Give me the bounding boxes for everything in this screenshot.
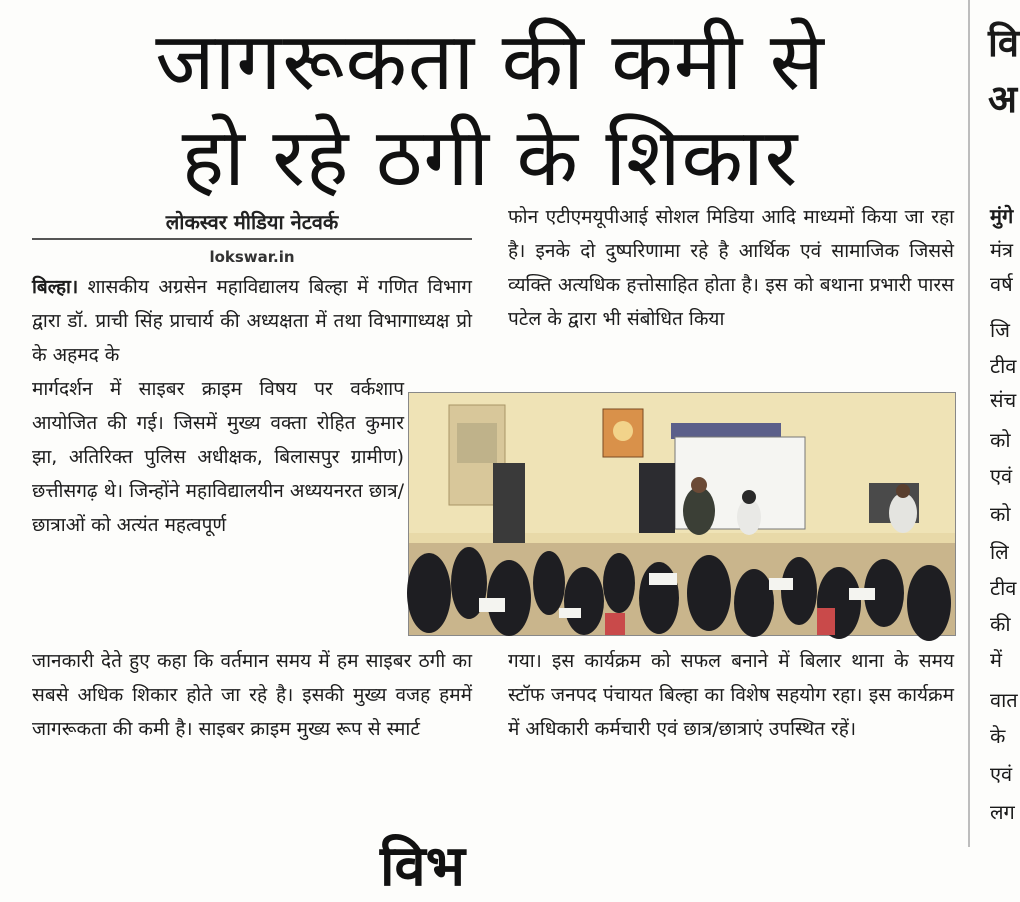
col1-top-text: शासकीय अग्रसेन महाविद्यालय बिल्हा में गणित विभाग द्वारा डॉ. प्राची सिंह प्राचार्य की अध्यक्षता में तथा विभागाध्यक्ष प्रो के अहमद के [32,276,472,366]
adjacent-line: को [990,428,1011,452]
adjacent-line: लि [990,540,1009,564]
website-label: lokswar.in [209,248,295,266]
col2-paragraph-bottom: गया। इस कार्यक्रम को सफल बनाने में बिलार थाना के समय स्टॉफ जनपद पंचायत बिल्हा का विशेष सहयोग रहा। इस कार्यक्रम में अधिकारी कर्मचारी एवं छात्र/छात्राएं उपस्थित रहें। [508,650,954,740]
adjacent-line: को [990,502,1011,526]
col1-paragraph-bottom: जानकारी देते हुए कहा कि वर्तमान समय में हम साइबर ठगी का सबसे अधिक शिकार होते जा रहे है। इसकी मुख्य वजह हममें जागरूकता की कमी है। साइबर क्राइम मुख्य रूप से स्मार्ट [32,650,472,740]
adjacent-line: मंत्र [990,238,1013,262]
next-headline-fragment [380,820,640,899]
adjacent-article-fragment [984,0,1020,847]
dateline: बिल्हा। [32,276,79,298]
column-divider [968,0,970,847]
byline-rule [32,238,472,240]
adjacent-line: में [990,648,1002,672]
adjacent-dateline-fragment: मुंगे [990,204,1014,228]
adjacent-headline-fragment-2: अ [988,77,1018,121]
next-headline-text: विभ [380,834,466,899]
adjacent-headline-fragment-1: वि [988,21,1019,65]
adjacent-line: लग [990,800,1015,824]
adjacent-line: की [990,612,1011,636]
headline-line-2: हो रहे ठगी के शिकार [181,111,799,204]
col2-paragraph-top: फोन एटीएमयूपीआई सोशल मिडिया आदि माध्यमों किया जा रहा है। इनके दो दुष्परिणामा रहे है आर्थिक एवं सामाजिक जिससे व्यक्ति अत्यधिक हत्तोसाहित होता है। इस को बथाना प्रभारी पारस पटेल के द्वारा भी संबोधित किया [508,206,954,330]
col1-paragraph-top [32,270,472,372]
adjacent-line: वात [990,688,1018,712]
headline [20,14,960,206]
headline-line-1: जागरूकता की कमी से [155,15,825,108]
adjacent-line: एवं [990,464,1013,488]
adjacent-line: जि [990,318,1011,342]
adjacent-line: संच [990,388,1017,412]
adjacent-line: वर्ष [990,272,1013,296]
byline: लोकस्वर मीडिया नेटवर्क [165,210,339,234]
col1-paragraph-mid: मार्गदर्शन में साइबर क्राइम विषय पर वर्कशाप आयोजित की गई। जिसमें मुख्य वक्ता रोहित कुमार झा, अतिरिक्त पुलिस अधीक्षक, बिलासपुर ग्रामीण) छत्तीसगढ़ थे। जिन्होंने महाविद्यालयीन अध्ययनरत छात्र/छात्राओं को अत्यंत महत्वपूर्ण [32,378,404,536]
workshop-photo [408,392,956,636]
adjacent-line: टीव [990,354,1017,378]
adjacent-line: एवं [990,762,1013,786]
adjacent-line: के [990,724,1006,748]
adjacent-line: टीव [990,576,1017,600]
